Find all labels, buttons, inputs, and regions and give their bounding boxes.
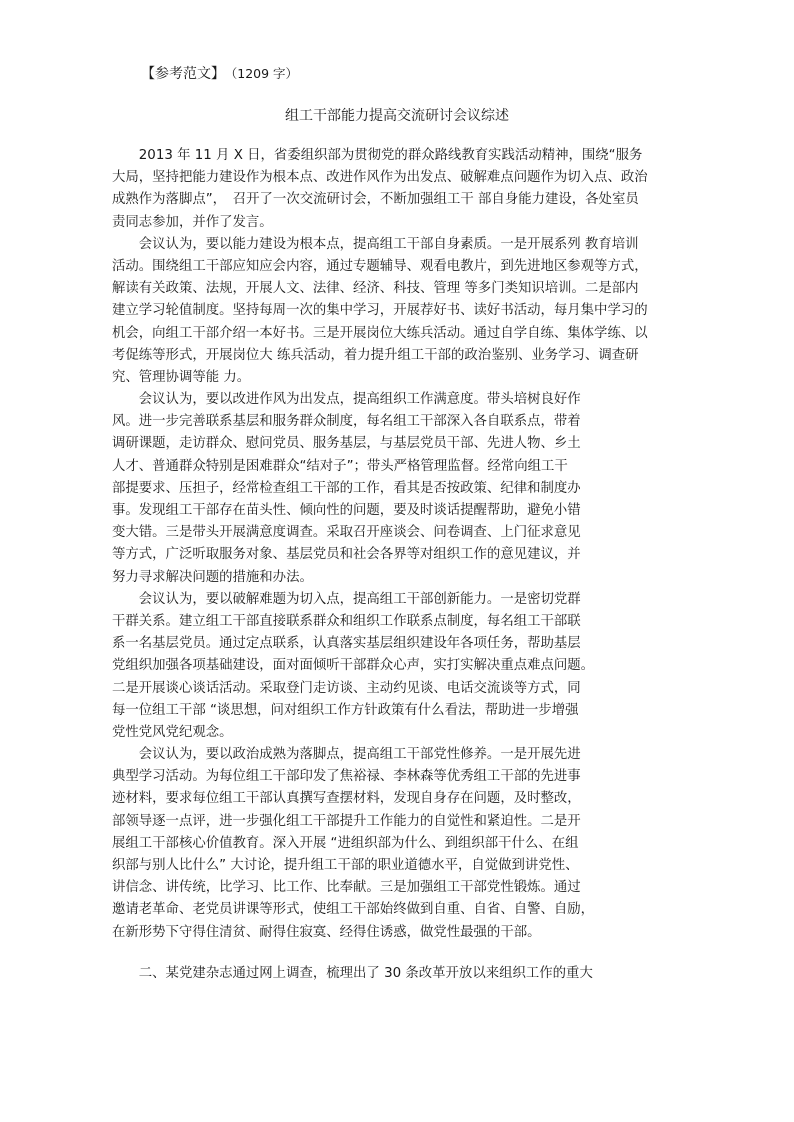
text-line: 成熟作为落脚点”， 召开了一次交流研讨会，不断加强组工干 部自身能力建设，各处室员 bbox=[112, 192, 639, 208]
text-line: 部领导逐一点评，进一步强化组工干部提升工作能力的自觉性和紧迫性。二是开 bbox=[112, 813, 581, 829]
text-line: 会议认为，要以改进作风为出发点，提高组织工作满意度。带头培树良好作 bbox=[112, 392, 581, 408]
text-line: 在新形势下守得住清贫、耐得住寂寞、经得住诱惑，做党性最强的干部。 bbox=[112, 924, 541, 940]
text-line: 究、管理协调等能 力。 bbox=[112, 369, 251, 385]
text-line: 考促练等形式，开展岗位大 练兵活动，着力提升组工干部的政治鉴别、业务学习、调查研 bbox=[112, 347, 639, 363]
text-line: 二是开展谈心谈话活动。采取登门走访谈、主动约见谈、电话交流谈等方式，同 bbox=[112, 680, 581, 696]
text-line: 变大错。三是带头开展满意度调查。采取召开座谈会、问卷调查、上门征求意见 bbox=[112, 525, 581, 541]
text-line: 典型学习活动。为每位组工干部印发了焦裕禄、李林森等优秀组工干部的先进事 bbox=[112, 769, 581, 785]
section-two-line: 二、某党建杂志通过网上调查，梳理出了 30 条改革开放以来组织工作的重大 bbox=[112, 965, 593, 981]
text-line: 会议认为，要以破解难题为切入点，提高组工干部创新能力。一是密切党群 bbox=[112, 591, 581, 607]
document-title: 组工干部能力提高交流研讨会议综述 bbox=[285, 108, 509, 124]
text-line: 迹材料，要求每位组工干部认真撰写查摆材料，发现自身存在问题，及时整改， bbox=[112, 791, 581, 807]
text-line: 邀请老革命、老党员讲课等形式，使组工干部始终做到自重、自省、自警、自励， bbox=[112, 902, 595, 918]
text-line: 大局，坚持把能力建设作为根本点、改进作风作为出发点、破解难点问题作为切入点、政治 bbox=[112, 170, 648, 186]
paragraph-gap bbox=[112, 944, 632, 963]
document-body bbox=[112, 145, 648, 985]
text-line: 会议认为，要以政治成熟为落脚点，提高组工干部党性修养。一是开展先进 bbox=[112, 747, 581, 763]
reference-label: 【参考范文】 bbox=[141, 66, 225, 82]
text-line: 事。发现组工干部存在苗头性、倾向性的问题，要及时谈话提醒帮助，避免小错 bbox=[112, 503, 581, 518]
text-line: 每一位组工干部 “谈思想，问对组织工作方针政策有什么看法，帮助进一步增强 bbox=[112, 702, 579, 718]
text-line: 织部与别人比什么” 大讨论，提升组工干部的职业道德水平，自觉做到讲党性、 bbox=[112, 858, 579, 873]
text-line: 干群关系。建立组工干部直接联系群众和组织工作联系点制度，每名组工干部联 bbox=[112, 613, 581, 629]
text-line: 风。进一步完善联系基层和服务群众制度，每名组工干部深入各自联系点，带着 bbox=[112, 414, 581, 430]
text-line: 党组织加强各项基础建设，面对面倾听干部群众心声，实打实解决重点难点问题。 bbox=[112, 658, 595, 674]
text-line: 责同志参加，并作了发言。 bbox=[112, 214, 273, 230]
text-line: 展组工干部核心价值教育。深入开展 “进组织部为什么、到组织部干什么、在组 bbox=[112, 835, 579, 851]
text-line: 部提要求、压担子，经常检查组工干部的工作，看其是否按政策、纪律和制度办 bbox=[112, 480, 581, 496]
text-line: 调研课题，走访群众、慰问党员、服务基层，与基层党员干部、先进人物、乡土 bbox=[112, 436, 581, 452]
text-line: 努力寻求解决问题的措施和办法。 bbox=[112, 569, 313, 585]
text-line: 建立学习轮值制度。坚持每周一次的集中学习，开展荐好书、读好书活动，每月集中学习的 bbox=[112, 303, 648, 319]
text-line: 活动。围绕组工干部应知应会内容，通过专题辅导、观看电教片，到先进地区参观等方式， bbox=[112, 258, 648, 274]
text-line: 机会，向组工干部介绍一本好书。三是开展岗位大练兵活动。通过自学自练、集体学练、以 bbox=[112, 325, 648, 341]
text-line: 人才、普通群众特别是困难群众“结对子”；带头严格管理监督。经常向组工干 bbox=[112, 458, 568, 474]
text-line: 会议认为，要以能力建设为根本点，提高组工干部自身素质。一是开展系列 教育培训 bbox=[112, 236, 639, 252]
text-line: 党性党风党纪观念。 bbox=[112, 724, 233, 740]
text-line: 系一名基层党员。通过定点联系，认真落实基层组织建设年各项任务，帮助基层 bbox=[112, 636, 581, 652]
text-line: 解读有关政策、法规，开展人文、法律、经济、科技、管理 等多门类知识培训。二是部内 bbox=[112, 281, 639, 297]
word-count: （1209 字） bbox=[231, 66, 299, 81]
reference-header bbox=[141, 65, 298, 83]
text-line: 等方式，广泛听取服务对象、基层党员和社会各界等对组织工作的意见建议，并 bbox=[112, 547, 581, 563]
text-line: 2013 年 11 月 X 日，省委组织部为贯彻党的群众路线教育实践活动精神，围绕“服务 bbox=[112, 148, 643, 163]
text-line: 讲信念、讲传统，比学习、比工作、比奉献。三是加强组工干部党性锻炼。通过 bbox=[112, 880, 581, 896]
